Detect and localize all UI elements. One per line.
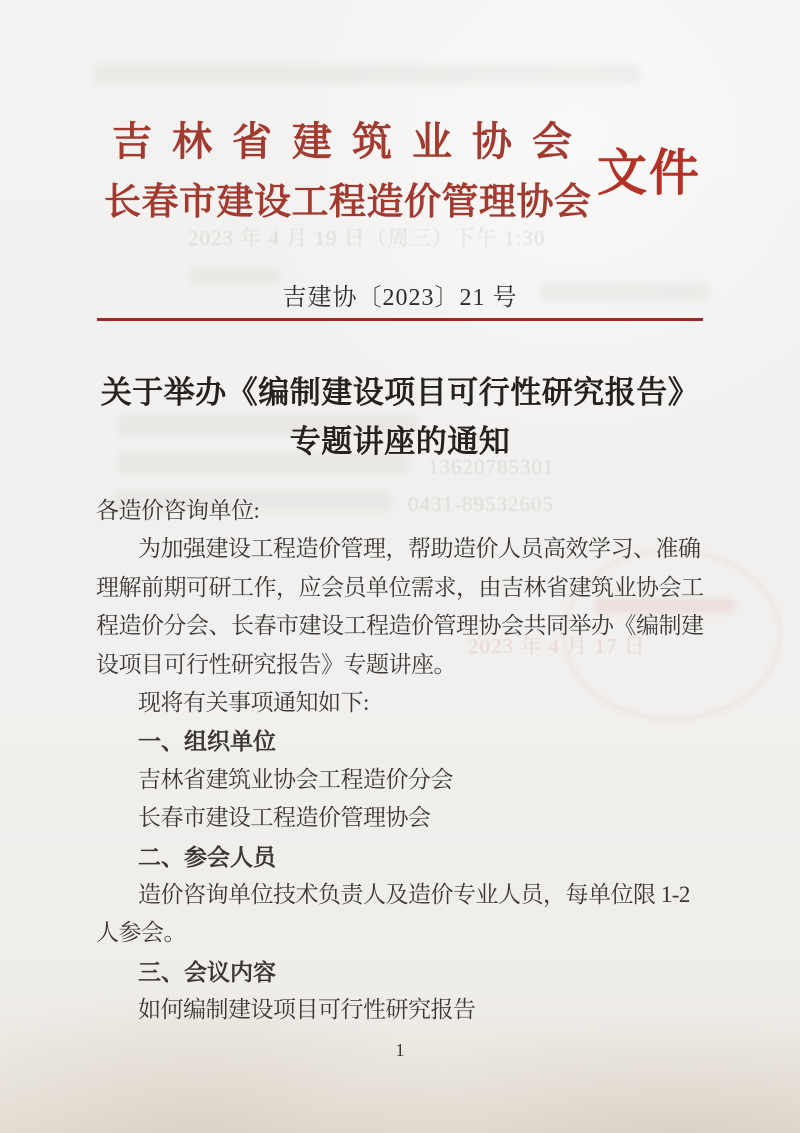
- document-title: [0, 368, 800, 466]
- body-line: 造价咨询单位技术负责人及造价专业人员，每单位限 1-2: [138, 881, 690, 907]
- body-line: 一、组织单位: [138, 728, 276, 755]
- letterhead-org-line1: 吉林省建筑业协会: [112, 119, 592, 164]
- bleedthrough-ghost-row: [95, 64, 640, 84]
- body-line: 长春市建设工程造价管理协会: [138, 805, 431, 831]
- bleedthrough-seal-date: 2023 年 4 月 17 日: [468, 634, 646, 658]
- bleedthrough-ghost-row: [190, 268, 280, 284]
- body-line: 为加强建设工程造价管理，帮助造价人员高效学习、准确: [138, 536, 701, 562]
- body-line: 现将有关事项通知如下:: [138, 689, 369, 715]
- body-line: 吉林省建筑业协会工程造价分会: [138, 766, 453, 792]
- bleedthrough-meeting-datetime: 2023 年 4 月 19 日（周三）下午 1:30: [188, 226, 546, 250]
- document-title-line1: 关于举办《编制建设项目可行性研究报告》: [100, 375, 700, 410]
- document-title-line2: 专题讲座的通知: [289, 424, 511, 459]
- page-number: 1: [395, 1040, 405, 1060]
- body-line: 程造价分会、长春市建设工程造价管理协会共同举办《编制建: [96, 613, 704, 639]
- body-line: 设项目可行性研究报告》专题讲座。: [96, 651, 456, 677]
- body-line: 二、参会人员: [138, 843, 276, 870]
- body-line: 三、会议内容: [138, 958, 276, 985]
- letterhead-doc-type: 文件: [597, 145, 701, 201]
- body-line: 理解前期可研工作，应会员单位需求，由吉林省建筑业协会工: [96, 574, 704, 600]
- letterhead-org-line2: 长春市建设工程造价管理协会: [104, 182, 592, 223]
- body-line: 如何编制建设项目可行性研究报告: [138, 997, 476, 1023]
- document-number: 吉建协〔2023〕21 号: [282, 285, 518, 311]
- bleedthrough-phone2: 0431-89532605: [408, 492, 554, 516]
- bleedthrough-phone1: 13620785301: [428, 455, 555, 479]
- body-line: 人参会。: [96, 920, 186, 946]
- letterhead-divider-rule: [97, 318, 703, 321]
- body-lines: [96, 492, 716, 1029]
- body-line: 各造价咨询单位:: [96, 498, 260, 523]
